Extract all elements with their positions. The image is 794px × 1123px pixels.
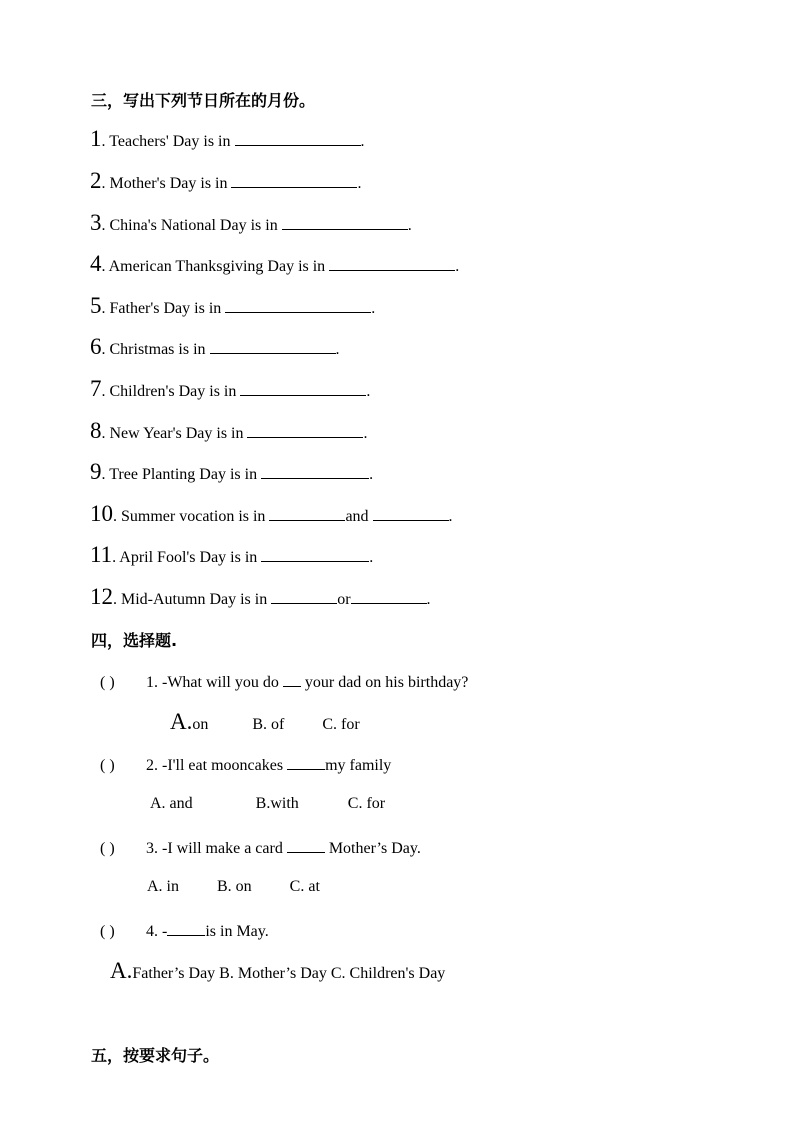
item-number: 3 [90,210,102,235]
answer-blank[interactable] [269,505,345,521]
item-end: . [360,133,365,150]
option-a-letter: A. [110,958,133,983]
item-end: . [371,300,376,317]
item-text: April Fool's Day is in [119,549,262,566]
answer-blank[interactable] [210,338,336,354]
question-text: 3. -I will make a card [146,840,287,857]
item-number: 2 [90,168,102,193]
item-text: Children's Day is in [109,383,241,400]
item-text: Christmas is in [109,341,210,358]
question-1-options [170,709,360,735]
option-c[interactable]: C. for [347,795,386,812]
section-4-heading: 四，选择题. [91,631,178,650]
item-text: Summer vocation is in [121,508,270,525]
answer-blank[interactable] [282,214,408,230]
item-end: . [448,508,453,525]
fill-item-10: 10. Summer vocation is in and . [90,501,453,526]
answer-blank[interactable] [247,422,363,438]
item-text: American Thanksgiving Day is in [108,258,330,275]
section-5-heading: 五，按要求句子。 [91,1046,220,1065]
item-end: . [426,591,431,608]
option-choices[interactable]: Father’s Day B. Mother’s Day C. Children's Day [132,965,446,982]
answer-blank[interactable] [235,130,361,146]
item-number: 9 [90,459,102,484]
answer-blank[interactable] [373,505,449,521]
answer-blank[interactable] [271,588,337,604]
item-number: 1 [90,126,102,151]
answer-blank[interactable] [351,588,427,604]
answer-parentheses[interactable]: ( ) [100,674,115,691]
answer-parentheses[interactable]: ( ) [100,923,115,940]
item-end: . [363,425,368,442]
item-number: 8 [90,418,102,443]
option-a[interactable]: A. in [147,878,179,895]
option-b[interactable]: B. of [252,716,285,733]
item-text: Father's Day is in [109,300,226,317]
item-end: . [366,383,371,400]
question-text: 4. - [146,923,168,940]
fill-item-5: 5. Father's Day is in . [90,293,376,318]
answer-blank[interactable] [167,920,205,936]
question-text-end: your dad on his birthday? [300,674,469,691]
item-conjunction: or [337,591,351,608]
item-text: New Year's Day is in [109,425,248,442]
item-end: . [369,549,374,566]
answer-blank[interactable] [329,255,455,271]
option-b[interactable]: B. on [217,878,252,895]
answer-blank[interactable] [287,837,325,853]
option-c[interactable]: C. for [322,716,360,733]
answer-blank[interactable] [261,546,369,562]
question-4-options [110,958,445,984]
fill-item-1: 1. Teachers' Day is in . [90,126,365,151]
item-conjunction: and [345,508,369,525]
answer-blank[interactable] [231,172,357,188]
item-text: Teachers' Day is in [109,133,235,150]
question-text-end: my family [325,757,392,774]
answer-blank[interactable] [287,754,325,770]
answer-blank[interactable] [240,380,366,396]
answer-blank[interactable] [225,297,371,313]
section-3-heading: 三，写出下列节日所在的月份。 [91,91,316,110]
question-4 [100,920,269,941]
item-number: 11 [90,542,113,567]
item-number: 10 [90,501,113,526]
item-end: . [455,258,460,275]
item-text: Mother's Day is in [109,175,232,192]
question-2 [100,754,391,775]
option-c[interactable]: C. at [289,878,320,895]
fill-item-9: 9. Tree Planting Day is in . [90,459,374,484]
fill-item-8: 8. New Year's Day is in . [90,418,368,443]
item-number: 5 [90,293,102,318]
question-3-options [147,878,320,896]
answer-blank[interactable] [283,671,301,687]
answer-parentheses[interactable]: ( ) [100,757,115,774]
item-text: China's National Day is in [109,217,282,234]
item-text: Tree Planting Day is in [109,466,262,483]
item-end: . [407,217,412,234]
option-b[interactable]: B.with [255,795,299,812]
question-text: 2. -I'll eat mooncakes [146,757,288,774]
item-end: . [369,466,374,483]
item-text: Mid-Autumn Day is in [121,591,272,608]
item-end: . [357,175,362,192]
fill-item-7: 7. Children's Day is in . [90,376,371,401]
question-3 [100,837,421,858]
question-text-end: is in May. [205,923,269,940]
item-number: 4 [90,251,102,276]
option-a-letter: A. [170,709,193,734]
item-number: 7 [90,376,102,401]
question-2-options [150,795,385,813]
fill-item-2: 2. Mother's Day is in . [90,168,362,193]
question-text-end: Mother’s Day. [324,840,421,857]
question-text: 1. -What will you do [146,674,283,691]
fill-item-3: 3. China's National Day is in . [90,210,412,235]
item-end: . [335,341,340,358]
fill-item-12: 12. Mid-Autumn Day is in or . [90,584,431,609]
fill-item-11: 11. April Fool's Day is in . [90,542,374,567]
option-a[interactable]: on [192,716,209,733]
question-1 [100,671,468,692]
fill-item-6: 6. Christmas is in . [90,334,340,359]
item-number: 12 [90,584,113,609]
fill-item-4: 4. American Thanksgiving Day is in . [90,251,460,276]
item-number: 6 [90,334,102,359]
answer-blank[interactable] [261,463,369,479]
answer-parentheses[interactable]: ( ) [100,840,115,857]
option-a[interactable]: A. and [150,795,193,812]
